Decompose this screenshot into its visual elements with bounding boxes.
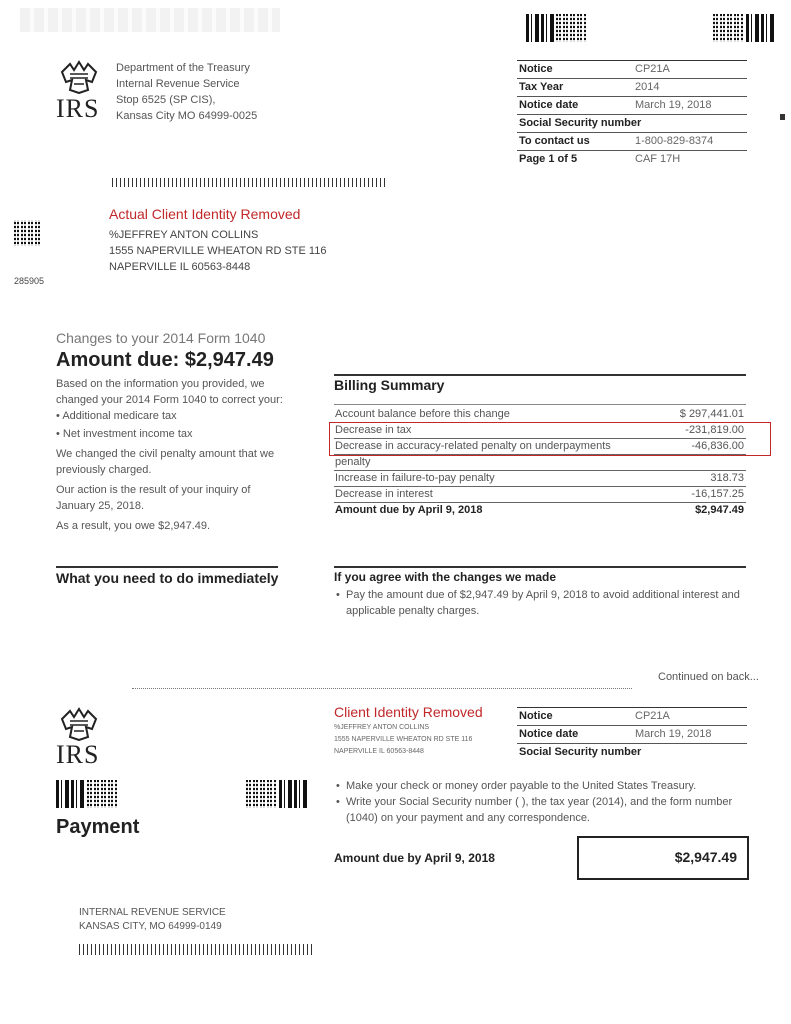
agree-bullet: • Pay the amount due of $2,947.49 by April 9, 2018 to avoid additional interest and applicable penalty charges. bbox=[336, 589, 740, 617]
top-2d-code-right bbox=[713, 14, 743, 42]
stub-amount-label: Amount due by April 9, 2018 bbox=[334, 851, 495, 865]
agency-line: Kansas City MO 64999-0025 bbox=[116, 110, 258, 122]
irs-logo-text: IRS bbox=[56, 94, 100, 123]
top-barcode-left bbox=[526, 14, 554, 42]
return-address bbox=[79, 906, 226, 934]
billing-row: Decrease in tax -231,819.00 bbox=[334, 422, 746, 439]
recipient-line: %JEFFREY ANTON COLLINS bbox=[109, 229, 259, 241]
highlight-box bbox=[329, 422, 771, 456]
return-address-line: KANSAS CITY, MO 64999-0149 bbox=[79, 921, 222, 932]
irs-logo-text-stub: IRS bbox=[56, 740, 100, 769]
top-barcode-right bbox=[746, 14, 776, 42]
billing-row: Increase in failure-to-pay penalty 318.73 bbox=[334, 470, 746, 487]
notice-date-row: Notice date March 19, 2018 bbox=[517, 97, 747, 115]
stub-recipient-line: NAPERVILLE IL 60563-8448 bbox=[334, 748, 424, 755]
faded-header-text bbox=[20, 8, 280, 32]
billing-summary-title: Billing Summary bbox=[334, 377, 445, 393]
postal-barcode bbox=[112, 178, 388, 187]
side-2d-code bbox=[14, 220, 40, 246]
stub-2d-code-right bbox=[246, 780, 276, 808]
billing-row: Account balance before this change $ 297,441.01 bbox=[334, 406, 746, 423]
tear-off-line bbox=[132, 688, 632, 689]
side-number: 285905 bbox=[14, 276, 45, 286]
changes-subtitle: Changes to your 2014 Form 1040 bbox=[56, 330, 266, 346]
section-rule-right bbox=[334, 566, 746, 568]
notice-info-table bbox=[517, 60, 747, 166]
stub-amount-value: $2,947.49 bbox=[674, 849, 737, 865]
stub-barcode-right bbox=[279, 780, 309, 808]
stub-2d-code-left bbox=[87, 780, 117, 808]
todo-heading: What you need to do immediately bbox=[56, 570, 279, 586]
intro-para: As a result, you owe $2,947.49. bbox=[56, 520, 211, 532]
agree-heading: If you agree with the changes we made bbox=[334, 570, 557, 584]
stub-bullet: • Make your check or money order payable to the United States Treasury. bbox=[336, 780, 697, 792]
return-address-line: INTERNAL REVENUE SERVICE bbox=[79, 907, 226, 918]
agency-line: Department of the Treasury bbox=[116, 62, 250, 74]
stub-recipient-line: 1555 NAPERVILLE WHEATON RD STE 116 bbox=[334, 736, 473, 743]
redaction-note: Actual Client Identity Removed bbox=[109, 206, 301, 222]
tax-year-row: Tax Year 2014 bbox=[517, 79, 747, 97]
billing-total-row: Amount due by April 9, 2018 $2,947.49 bbox=[335, 504, 744, 516]
billing-row: Decrease in interest -16,157.25 bbox=[334, 486, 746, 503]
agency-line: Internal Revenue Service bbox=[116, 78, 240, 90]
top-2d-code-left bbox=[556, 14, 586, 42]
payment-label: Payment bbox=[56, 816, 140, 838]
agency-line: Stop 6525 (SP CIS), bbox=[116, 94, 216, 106]
page-row: Page 1 of 5 CAF 17H bbox=[519, 153, 681, 165]
stub-notice-table bbox=[517, 707, 747, 761]
intro-text bbox=[56, 376, 286, 534]
margin-mark bbox=[780, 114, 785, 120]
billing-top-rule bbox=[334, 374, 746, 376]
stub-date-row: Notice date March 19, 2018 bbox=[517, 726, 747, 744]
billing-row: penalty bbox=[334, 454, 746, 471]
intro-para: Based on the information you provided, we changed your 2014 Form 1040 to correct your: bbox=[56, 378, 283, 406]
stub-recipient bbox=[334, 722, 472, 758]
section-rule-left bbox=[56, 566, 278, 568]
intro-para: Our action is the result of your inquiry of January 25, 2018. bbox=[56, 484, 251, 512]
recipient-line: NAPERVILLE IL 60563-8448 bbox=[109, 261, 251, 273]
amount-due-heading: Amount due: $2,947.49 bbox=[56, 349, 274, 371]
intro-bullet: • Additional medicare tax bbox=[56, 410, 177, 422]
stub-redaction-note: Client Identity Removed bbox=[334, 704, 483, 720]
continued-text: Continued on back... bbox=[658, 671, 759, 683]
return-postal-barcode bbox=[79, 944, 313, 955]
stub-instructions bbox=[334, 778, 746, 826]
stub-bullet: • Write your Social Security number ( ), the tax year (2014), and the form number (1040) on your payment and any correspondence. bbox=[336, 796, 733, 824]
ssn-row: Social Security number bbox=[517, 115, 747, 133]
stub-ssn-row: Social Security number bbox=[519, 746, 642, 758]
stub-recipient-line: %JEFFREY ANTON COLLINS bbox=[334, 724, 430, 731]
stub-barcode-left bbox=[56, 780, 84, 808]
intro-para: We changed the civil penalty amount that we previously charged. bbox=[56, 448, 275, 476]
notice-row: Notice CP21A bbox=[517, 61, 747, 79]
stub-amount-box bbox=[577, 836, 749, 880]
stub-notice-row: Notice CP21A bbox=[517, 708, 747, 726]
recipient-line: 1555 NAPERVILLE WHEATON RD STE 116 bbox=[109, 245, 327, 257]
contact-row: To contact us 1-800-829-8374 bbox=[517, 133, 747, 151]
intro-bullet: • Net investment income tax bbox=[56, 428, 193, 440]
agency-address bbox=[116, 60, 257, 124]
billing-row: Decrease in accuracy-related penalty on underpayments -46,836.00 bbox=[334, 438, 746, 455]
recipient-address bbox=[109, 227, 326, 275]
